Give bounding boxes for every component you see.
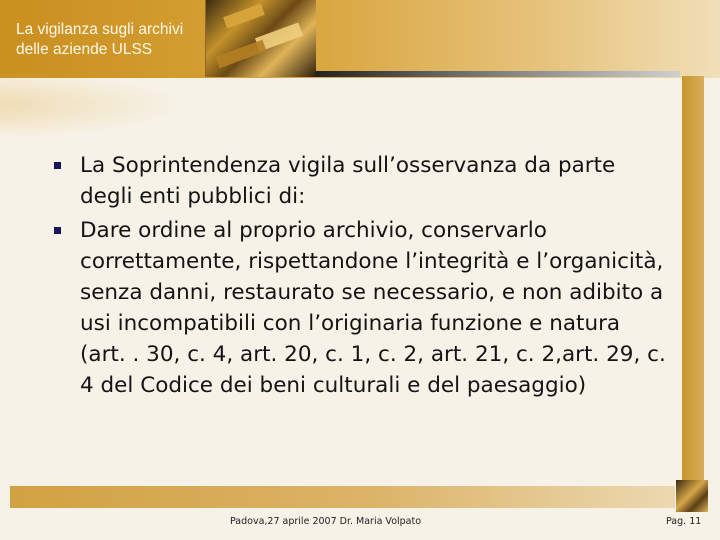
bullet-item — [50, 150, 670, 212]
bullet-list — [50, 150, 670, 401]
bullet-text: Dare ordine al proprio archivio, conservarlo correttamente, rispettandone l’integrità e l’organicità, senza danni, restaurato se necessario, e non adibito a usi incompatibili con l’originaria funzione e natura (art. . 30, c. 4, art. 20, c. 1, c. 2, art. 21, c. 2,art. 29, c. 4 del Codice dei beni culturali e del paesaggio) — [80, 218, 666, 398]
footer-caption: Padova,27 aprile 2007 Dr. Maria Volpato — [230, 516, 422, 527]
slide-title: La vigilanza sugli archivi delle aziende ULSS — [16, 21, 184, 58]
page-number: Pag. 11 — [666, 516, 702, 527]
header-band — [0, 0, 720, 78]
right-border-bar — [682, 76, 704, 486]
footer-image — [676, 480, 708, 512]
bullet-square-icon — [54, 227, 61, 234]
bullet-text: La Soprintendenza vigila sull’osservanza da parte degli enti pubblici di: — [80, 153, 616, 209]
header-image — [205, 0, 316, 77]
footer-band — [10, 486, 675, 508]
bullet-item — [50, 215, 670, 401]
bullet-square-icon — [54, 162, 61, 169]
decorative-swoosh — [0, 70, 190, 140]
header-stripe — [315, 71, 680, 77]
